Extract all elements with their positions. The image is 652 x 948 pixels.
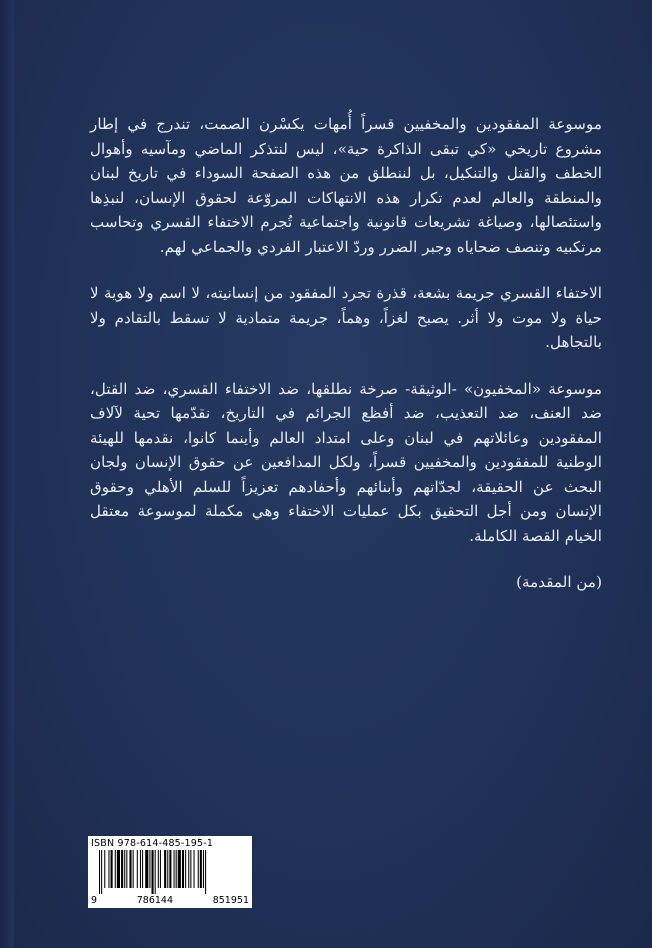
barcode-bar (149, 850, 150, 888)
barcode-bar (99, 850, 100, 894)
barcode-bar (145, 850, 148, 888)
barcode-bar (137, 850, 138, 888)
barcode-bar (121, 850, 123, 888)
barcode-bar (108, 850, 109, 888)
barcode-bar (117, 850, 120, 888)
barcode-bar (188, 850, 189, 888)
barcode-bar (203, 850, 204, 888)
barcode-bar (205, 850, 206, 894)
barcode-bar (152, 850, 154, 894)
spine-edge (0, 0, 14, 948)
barcode-bar (155, 850, 156, 894)
barcode-digit-group-left: 786144 (136, 895, 174, 906)
barcode-bar (140, 850, 141, 888)
barcode-digit-group-right: 851951 (212, 895, 249, 906)
barcode-bar (174, 850, 175, 888)
barcode-bar (167, 850, 168, 888)
barcode-bar (158, 850, 159, 888)
barcode-bar (111, 850, 113, 888)
barcode-bar (126, 850, 127, 888)
barcode-bar (142, 850, 143, 888)
barcode-bar (198, 850, 199, 888)
source-note: (من المقدمة) (516, 573, 602, 591)
barcode-bar (190, 850, 191, 888)
isbn-label: ISBN 978-614-485-195-1 (91, 838, 214, 849)
barcode-bar (101, 850, 102, 894)
barcode-bar (160, 850, 161, 888)
paragraph-intro: موسوعة المفقودين والمخفيين قسراً أُمهات يكسْرن الصمت، تندرج في إطار مشروع تاريخي «كي تبقى الذاكرة حية»، ليس لنتذكر الماضي ومآسيه وأهوال الخطف والقتل والتنكيل، بل لننطلق من هذه الصفحة السوداء في تاريخ لبنان والمنطقة والعالم لعدم تكرار هذه الانتهاكات المروّعة لحقوق الإنسان، لنبذِها واستئصالها، وصياغة تشريعات قانونية واجتماعية تُجرم الاختفاء القسري وتحاسب مرتكبيه وتنصف ضحاياه وجبر الضرر وردّ الاعتبار الفردي والجماعي لهم. (90, 115, 602, 256)
barcode-bar (178, 850, 181, 888)
barcode-digits (91, 896, 249, 906)
barcode-bar (133, 850, 134, 888)
barcode-digit-lead: 9 (91, 895, 98, 906)
barcode-bar (182, 850, 184, 888)
barcode-bar (169, 850, 171, 888)
barcode-bar (194, 850, 195, 888)
blurb-text (90, 112, 602, 595)
barcode-bar (185, 850, 186, 888)
barcode-icon (91, 850, 249, 894)
isbn-barcode-block (88, 836, 252, 908)
barcode-bar (129, 850, 131, 888)
paragraph-crime: الاختفاء القسري جريمة بشعة، قذرة تجرد المفقود من إنسانيته، لا اسم ولا هوية لا حياة ولا موت ولا أثر. يصبح لغزاً، وهماً، جريمة متمادية لا تسقط بالتقادم ولا بالتجاهل. (90, 284, 602, 351)
barcode-bar (104, 850, 105, 888)
paragraph-dedication: موسوعة «المخفيون» -الوثيقة- صرخة نطلقها، ضد الاختفاء القسري، ضد القتل، ضد العنف، ضد التعذيب، ضد أفظع الجرائم في التاريخ، نقدّمها تحية لآلاف المفقودين وعائلاتهم في لبنان وعلى امتداد العالم وأينما كانوا، نقدمها للهيئة الوطنية للمفقودين والمخفيين قسراً، ولكل المدافعين عن حقوق الإنسان ولجان البحث عن الحقيقة، لجدّاتهم وأبنائهم وأحفادهم تعزيزاً للسلم الأهلي وحقوق الإنسان ومن أجل التحقيق بكل عمليات الاختفاء وهي مكملة لموسوعة معتقل الخيام القصة الكاملة. (90, 379, 602, 545)
barcode-bar (164, 850, 166, 888)
barcode-bar (124, 850, 125, 888)
barcode-bar (176, 850, 177, 888)
barcode-bar (115, 850, 116, 888)
barcode-bar (200, 850, 202, 888)
